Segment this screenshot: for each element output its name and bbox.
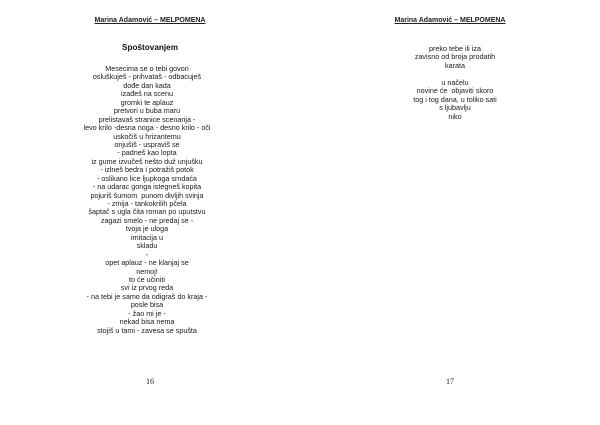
poem-body-continued [305,45,600,121]
poem-line: nekad bisa nema [119,317,175,327]
poem-line: levo krilo -desna noga - desno krilo - oči [83,123,211,133]
page-number: 17 [446,377,454,386]
running-header-text: Marina Adamović – MELPOMENA [394,17,506,24]
poem-line: tvoja je uloga [125,224,169,234]
poem-line: - na udarac gonga istegneš kopita [92,182,202,192]
poem-line: s ljubavlju [439,103,471,113]
running-header-text: Marina Adamović – MELPOMENA [94,17,206,24]
poem-line: - padneš kao lopta [117,148,177,158]
poem-line: to će učiniti [129,274,165,284]
poem-line: zavisno od broja prodatih [414,52,496,62]
poem-line: pretvori u buba maru [113,106,181,116]
poem-line: - [145,249,149,259]
poem-line: onjušiš - uspraviš se [114,139,180,149]
poem-title: Spoštovanjem [122,43,178,52]
poem-line: izađeš na scenu [121,89,173,99]
poem-line: - na tebi je samo da odigraš do kraja - [86,291,208,301]
poem-line: posle bisa [130,300,164,310]
poem-line: pojuriš šumom punom divljih svinja [90,190,204,200]
poem-line: - izlneš bedra i potražiš potok [100,165,194,175]
poem-line: nemoj! [136,266,158,276]
poem-line: tog i tog dana, u toliko sati [413,94,497,104]
poem-line: svi iz prvog reda [120,283,174,293]
running-header [0,17,300,24]
running-header [300,17,600,24]
poem-line: osluškuješ - prihvataš - odbacuješ [92,72,202,82]
poem-line: dođe dan kada [123,80,171,90]
poem-line: zagazi smelo - ne predaj se - [100,215,194,225]
page-number: 16 [146,377,154,386]
poem-line: u načelu [441,77,469,87]
poem-line: karata [445,60,465,70]
poem-line: gromki te aplauz [120,97,174,107]
poem-line: prelistavaš stranice scenarija - [98,114,196,124]
poem-line: šaptač s ugla čita roman po uputstvu [88,207,206,217]
poem-line: stojiš u tami - zavesa se spušta [97,325,197,335]
poem-line: uskočiš u hrizantemu [113,131,181,141]
poem-line: Mesecima se o tebi govori [105,64,189,73]
poem-line: niko [448,111,462,121]
poem-line: skladu [136,241,158,251]
right-page [300,0,600,425]
poem-line: iz gume izvučeš nešto duž unjušku [91,156,203,166]
poem-line: - oslikano lice ljupkoga srndaća [97,173,197,183]
poem-line: preko tebe ili iza [429,44,481,53]
poem-line: novine će objaviti skoro [416,86,494,96]
poem-line: - žao mi je - [128,308,166,318]
poem-line: imitacija u [131,232,163,242]
poem-body [0,65,297,335]
poem-line: - zmija - tankokrilih pčela [107,199,187,208]
poem-line: opet aplauz - ne klanjaj se [105,258,189,268]
